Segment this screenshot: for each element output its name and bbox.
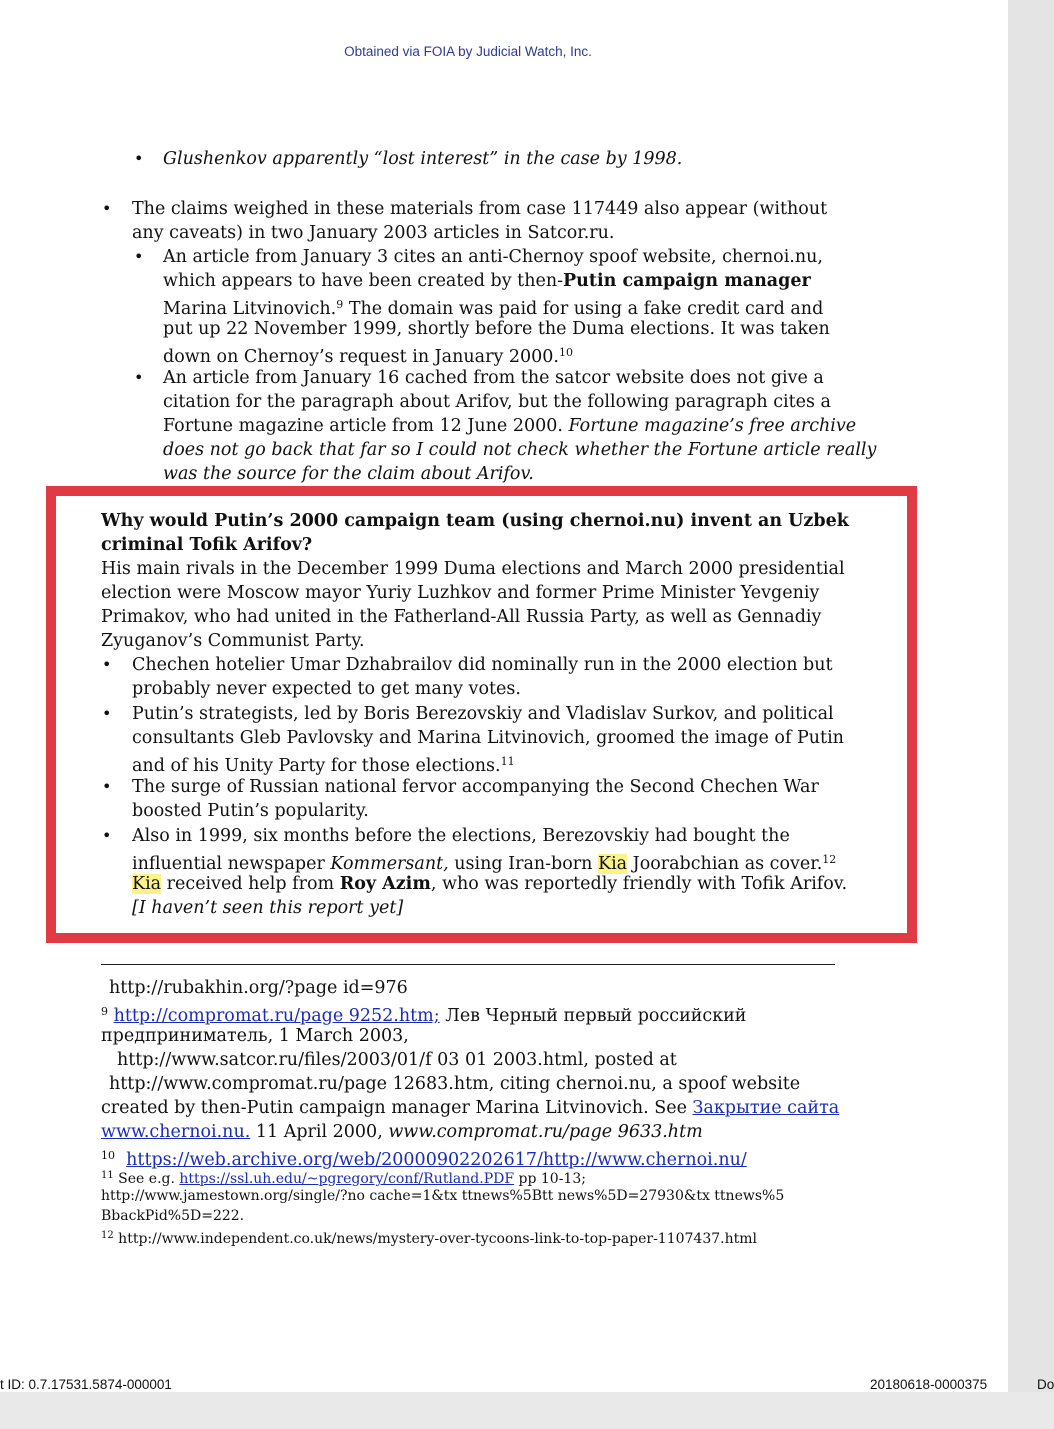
jan16-line: was the source for the claim about Arifov.	[163, 464, 534, 484]
box-bullet-line: The surge of Russian national fervor accompanying the Second Chechen War	[132, 777, 819, 797]
claims-line: any caveats) in two January 2003 articles in Satcor.ru.	[132, 223, 615, 243]
footnote-11-line: http://www.jamestown.org/single/?no cache=1&tx ttnews%5Btt news%5D=27930&tx ttnews%5	[101, 1188, 785, 1204]
box-heading: criminal Tofik Arifov?	[101, 535, 313, 555]
glushenkov-item: Glushenkov apparently “lost interest” in the case by 1998.	[163, 149, 683, 169]
box-paragraph: Zyuganov’s Communist Party.	[101, 631, 365, 651]
footer-right-text: Do	[1037, 1377, 1054, 1392]
document-id: t ID: 0.7.17531.5874-000001	[0, 1377, 172, 1392]
bullet: •	[102, 826, 112, 845]
footnote-ref-12: 12	[822, 853, 837, 866]
bullet: •	[134, 247, 144, 266]
box-bullet-line: [I haven’t seen this report yet]	[132, 898, 404, 918]
box-bullet-line: Chechen hotelier Umar Dzhabrailov did nominally run in the 2000 election but	[132, 655, 833, 675]
footnote-ref-9: 9	[336, 298, 344, 311]
box-bullet-line: boosted Putin’s popularity.	[132, 801, 369, 821]
jan16-line: citation for the paragraph about Arifov, but the following paragraph cites a	[163, 392, 831, 412]
roy-azim: Roy Azim	[339, 874, 431, 894]
footnote-9-line: http://www.satcor.ru/files/2003/01/f 03 01 2003.html, posted at	[117, 1050, 677, 1070]
page-edge-bottom	[0, 1392, 1054, 1429]
box-bullet-line: and of his Unity Party for those elections.$^{11}$	[132, 755, 515, 776]
bullet: •	[102, 704, 112, 723]
footnote-11-link[interactable]: https://ssl.uh.edu/~pgregory/conf/Rutland.PDF	[179, 1171, 515, 1187]
box-paragraph: His main rivals in the December 1999 Duma elections and March 2000 presidential	[101, 559, 845, 579]
highlighted-kia: Kia	[132, 874, 162, 894]
box-bullet-line: Putin’s strategists, led by Boris Berezovskiy and Vladislav Surkov, and political	[132, 704, 834, 724]
box-heading: Why would Putin’s 2000 campaign team (using chernoi.nu) invent an Uzbek	[101, 511, 849, 531]
case-number: 20180618-0000375	[870, 1377, 988, 1392]
footnote-9-line: http://www.compromat.ru/page 12683.htm, citing chernoi.nu, a spoof website	[109, 1074, 801, 1094]
box-bullet-line: influential newspaper Kommersant, using Iran-born Kia Joorabchian as cover.$^{12}$	[132, 853, 837, 874]
box-bullet-line: probably never expected to get many votes.	[132, 679, 521, 699]
footnote-9-line: created by then-Putin campaign manager Marina Litvinovich. See Закрытие сайта	[101, 1098, 840, 1118]
highlighted-kia: Kia	[598, 854, 628, 874]
bullet: •	[134, 368, 144, 387]
footnote-11: $^{11}$ See e.g. https://ssl.uh.edu/~pgregory/conf/Rutland.PDF pp 10-13;	[101, 1170, 586, 1187]
footnote-ref-11: 11	[500, 755, 515, 768]
jan3-line: Marina Litvinovich.$^9$ The domain was paid for using a fake credit card and	[163, 298, 824, 319]
page-edge-right	[1008, 0, 1054, 1429]
footnote-10: $^{10}$ https://web.archive.org/web/20000902202617/http://www.chernoi.nu/	[101, 1149, 747, 1170]
box-bullet-line: Kia received help from Roy Azim, who was reportedly friendly with Tofik Arifov.	[132, 874, 848, 894]
footnote-9-line: www.chernoi.nu. 11 April 2000, www.compromat.ru/page 9633.htm	[101, 1122, 703, 1142]
chernoi-link[interactable]: www.chernoi.nu.	[101, 1122, 251, 1142]
jan3-line: down on Chernoy’s request in January 2000.10	[163, 346, 573, 367]
bullet: •	[134, 149, 144, 168]
jan3-line: An article from January 3 cites an anti-Chernoy spoof website, chernoi.nu,	[163, 247, 823, 267]
putin-campaign-manager: Putin campaign manager	[563, 271, 811, 291]
jan3-line: which appears to have been created by then-Putin campaign manager	[163, 271, 811, 291]
footnote-separator	[101, 964, 835, 965]
footnote-11-line: BbackPid%5D=222.	[101, 1208, 245, 1224]
footnote-rubakhin: http://rubakhin.org/?page id=976	[109, 978, 408, 998]
box-paragraph: Primakov, who had united in the Fatherland-All Russia Party, as well as Gennadiy	[101, 607, 822, 627]
box-bullet-line: Also in 1999, six months before the elections, Berezovskiy had bought the	[132, 826, 790, 846]
footnote-10-link[interactable]: https://web.archive.org/web/20000902202617/http://www.chernoi.nu/	[126, 1150, 747, 1170]
footnote-12: $^{12}$ http://www.independent.co.uk/news/mystery-over-tycoons-link-to-top-paper-1107437.html	[101, 1230, 757, 1247]
footnote-9-line: предприниматель, 1 March 2003,	[101, 1026, 409, 1046]
jan3-line: put up 22 November 1999, shortly before the Duma elections. It was taken	[163, 319, 830, 339]
jan16-line: Fortune magazine article from 12 June 2000. Fortune magazine’s free archive	[163, 416, 857, 436]
footnote-ref-10: 10	[559, 346, 573, 359]
bullet: •	[102, 655, 112, 674]
footnote-9-link[interactable]: http://compromat.ru/page 9252.htm;	[113, 1006, 440, 1026]
footnote-9: $^9$ http://compromat.ru/page 9252.htm; Лев Черный первый российский	[101, 1005, 747, 1026]
jan16-line: An article from January 16 cached from the satcor website does not give a	[163, 368, 824, 388]
box-paragraph: election were Moscow mayor Yuriy Luzhkov and former Prime Minister Yevgeniy	[101, 583, 820, 603]
zakrytie-link[interactable]: Закрытие сайта	[692, 1098, 840, 1118]
bullet: •	[102, 199, 112, 218]
claims-line: The claims weighed in these materials from case 117449 also appear (without	[132, 199, 828, 219]
jan16-line: does not go back that far so I could not check whether the Fortune article really	[163, 440, 877, 460]
bullet: •	[102, 777, 112, 796]
foia-header: Obtained via FOIA by Judicial Watch, Inc.	[344, 44, 592, 59]
box-bullet-line: consultants Gleb Pavlovsky and Marina Litvinovich, groomed the image of Putin	[132, 728, 844, 748]
